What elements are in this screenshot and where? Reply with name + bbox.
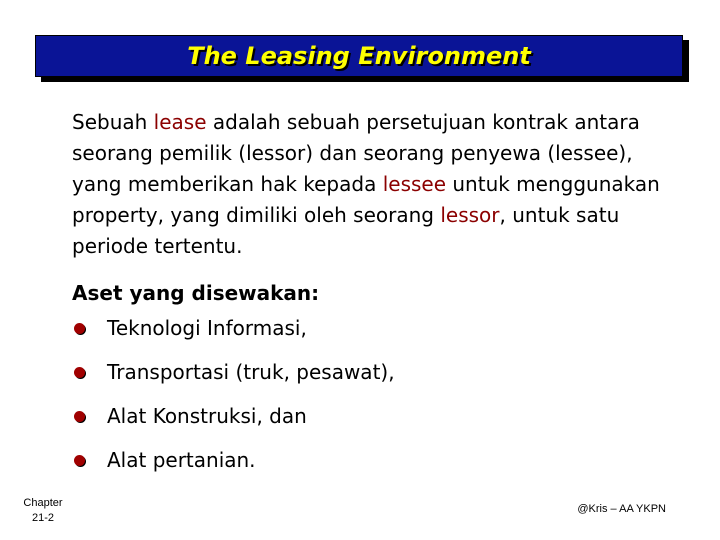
subheading: Aset yang disewakan:: [72, 281, 320, 305]
definition-paragraph: [72, 107, 682, 262]
paragraph-text: Sebuah: [72, 110, 154, 134]
bullet-icon: [74, 411, 85, 422]
bullet-item: [72, 401, 395, 445]
bullet-item: [72, 313, 395, 357]
slide-title: The Leasing Environment: [187, 42, 531, 70]
chapter-word: Chapter: [23, 497, 63, 509]
paragraph-text: , untuk satu periode tertentu.: [72, 203, 620, 258]
bullet-text: Alat Konstruksi, dan: [107, 404, 307, 428]
bullet-icon: [74, 323, 85, 334]
term-lessee: lessee: [382, 172, 447, 196]
bullet-text: Alat pertanian.: [107, 448, 256, 472]
bullet-text: Transportasi (truk, pesawat),: [107, 360, 395, 384]
paragraph-text: untuk menggunakan property, yang dimiliki oleh seorang: [72, 172, 660, 227]
bullet-list: [72, 313, 395, 489]
title-bar: [35, 35, 683, 77]
bullet-icon: [74, 367, 85, 378]
chapter-label: [17, 496, 69, 526]
bullet-icon: [74, 455, 85, 466]
footer-credit: @Kris – AA YKPN: [577, 503, 666, 515]
bullet-text: Teknologi Informasi,: [107, 316, 307, 340]
chapter-number: 21-2: [31, 512, 55, 524]
bullet-item: [72, 357, 395, 401]
paragraph-text: adalah sebuah persetujuan kontrak antara seorang pemilik (lessor) dan seorang penyewa (lessee), yang memberikan hak kepada: [72, 110, 640, 196]
term-lease: lease: [153, 110, 207, 134]
bullet-item: [72, 445, 395, 489]
term-lessor: lessor: [440, 203, 500, 227]
